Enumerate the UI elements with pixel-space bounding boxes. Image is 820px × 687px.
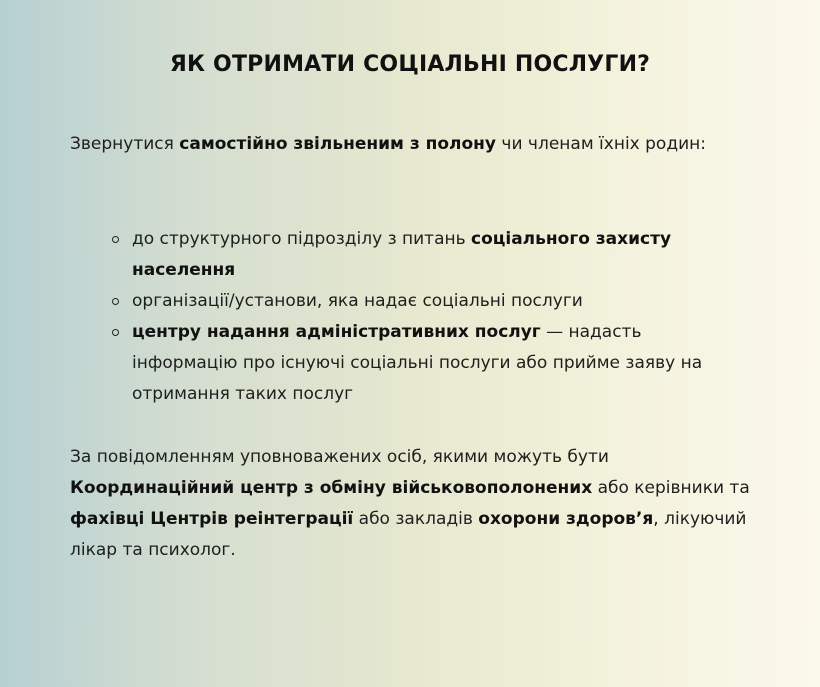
list-item-bold: центру надання адміністративних послуг: [132, 322, 541, 342]
list-item-text: — надасть інформацію про існуючі соціальні послуги або прийме заяву на отримання таких послуг: [132, 322, 703, 404]
service-options-list: [112, 224, 752, 410]
intro-text-1: Звернутися: [70, 134, 180, 154]
circle-bullet-icon: [112, 329, 119, 336]
circle-bullet-icon: [112, 298, 119, 305]
intro-text-2: чи членам їхніх родин:: [496, 134, 706, 154]
intro-paragraph: [70, 129, 760, 160]
list-item-text: організації/установи, яка надає соціальні послуги: [132, 291, 583, 311]
outro-paragraph: [70, 442, 760, 566]
outro-text-1: За повідомленням уповноважених осіб, якими можуть бути: [70, 447, 609, 467]
circle-bullet-icon: [112, 236, 119, 243]
outro-text-4: , лікуючий лікар та психолог.: [70, 509, 747, 560]
outro-text-3: або закладів: [353, 509, 479, 529]
outro-bold-3: охорони здоров’я: [478, 509, 654, 529]
outro-bold-2: фахівці Центрів реінтеграції: [70, 509, 354, 529]
outro-text-2: або керівники та: [592, 478, 750, 498]
list-item-bold: соціального захисту населення: [132, 229, 672, 280]
page-title: ЯК ОТРИМАТИ СОЦІАЛЬНІ ПОСЛУГИ?: [169, 52, 651, 77]
list-item: [112, 224, 752, 286]
outro-bold-1: Координаційний центр з обміну військовополонених: [70, 478, 593, 498]
list-item: [112, 286, 752, 317]
list-item-text: до структурного підрозділу з питань: [132, 229, 472, 249]
list-item: [112, 317, 752, 410]
intro-bold-1: самостійно звільненим з полону: [179, 134, 497, 154]
